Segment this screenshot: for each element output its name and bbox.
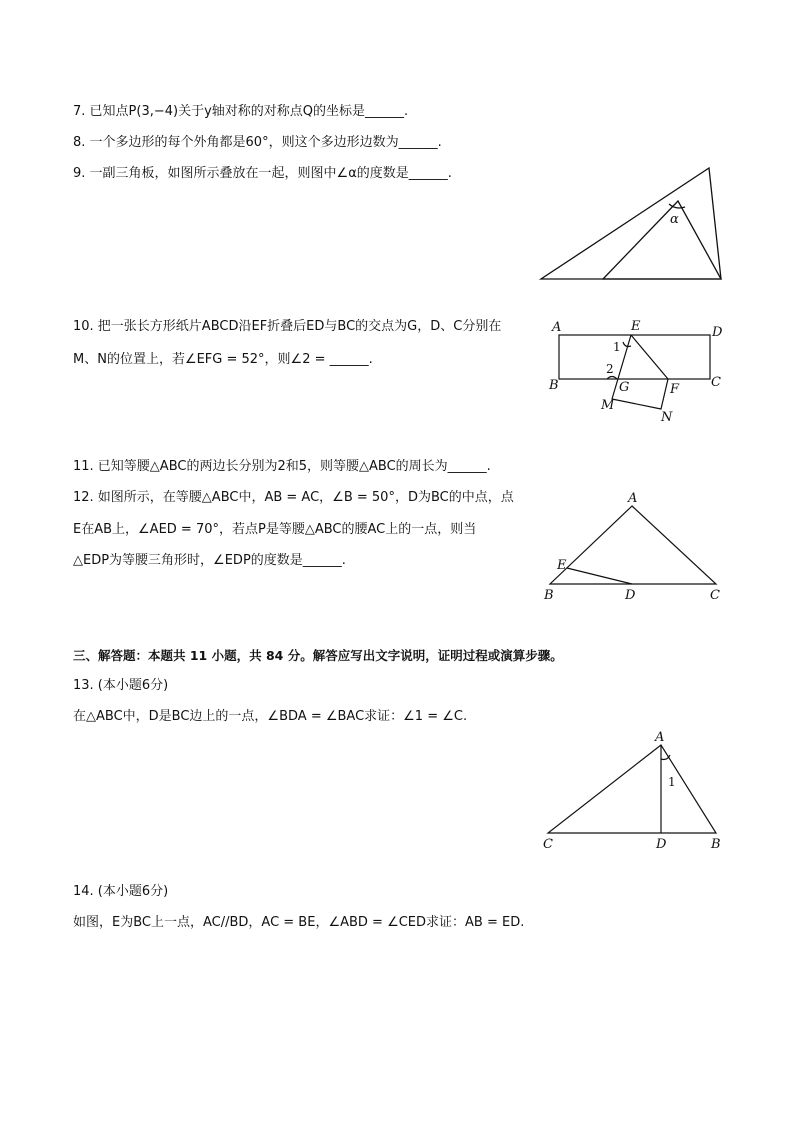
fig13-label-C: C [543, 837, 553, 852]
question-12-line-1: 12. 如图所示，在等腰△ABC中，AB = AC，∠B = 50°，D为BC的中点，点 [73, 490, 514, 505]
fig10-folded-part [612, 335, 668, 409]
question-14-title: 14. (本小题6分) [73, 884, 169, 899]
fig10-label-N: N [661, 410, 673, 425]
question-8: 8. 一个多边形的每个外角都是60°，则这个多边形边数为______. [73, 135, 442, 150]
fig9-alpha-arc [669, 204, 685, 208]
fig13-label-B: B [711, 837, 721, 852]
fig9-inner-triangle [603, 201, 721, 279]
question-9: 9. 一副三角板，如图所示叠放在一起，则图中∠α的度数是______. [73, 166, 452, 181]
fig12-label-E: E [557, 558, 567, 573]
fig12-triangle-ABC [550, 506, 716, 584]
fig12-segment-ED [567, 568, 632, 584]
question-10-line-1: 10. 把一张长方形纸片ABCD沿EF折叠后ED与BC的交点为G，D、C分别在 [73, 319, 502, 334]
question-12-line-3: △EDP为等腰三角形时，∠EDP的度数是______. [73, 553, 346, 568]
section-3-heading: 三、解答题：本题共 11 小题，共 84 分。解答应写出文字说明，证明过程或演算步骤。 [73, 648, 563, 663]
question-10-line-2: M、N的位置上，若∠EFG = 52°，则∠2 = ______. [73, 352, 373, 367]
fig10-label-D: D [712, 325, 723, 340]
question-13-body: 在△ABC中，D是BC边上的一点，∠BDA = ∠BAC求证：∠1 = ∠C. [73, 709, 468, 724]
fig10-angle1-arc [623, 342, 631, 347]
question-13-title: 13. (本小题6分) [73, 678, 169, 693]
fig13-label-A: A [655, 730, 665, 745]
question-7: 7. 已知点P(3,−4)关于y轴对称的对称点Q的坐标是______. [73, 104, 409, 119]
fig10-label-M: M [601, 398, 615, 413]
question-12-line-2: E在AB上，∠AED = 70°，若点P是等腰△ABC的腰AC上的一点，则当 [73, 522, 477, 537]
fig9-alpha-label: α [670, 212, 679, 227]
question-11: 11. 已知等腰△ABC的两边长分别为2和5，则等腰△ABC的周长为______. [73, 459, 491, 474]
fig10-label-B: B [549, 378, 559, 393]
fig10-label-E: E [631, 319, 641, 334]
fig13-angle1-arc [661, 755, 670, 760]
fig12-label-C: C [710, 588, 720, 603]
fig13-label-D: D [656, 837, 667, 852]
fig10-angle1-label: 1 [613, 340, 621, 354]
fig10-label-F: F [670, 382, 680, 397]
fig12-label-D: D [625, 588, 636, 603]
fig10-label-G: G [619, 380, 630, 395]
fig10-angle2-label: 2 [606, 362, 614, 376]
fig13-angle1-label: 1 [668, 775, 676, 789]
fig12-label-A: A [628, 491, 638, 506]
fig13-triangle-ABC [548, 745, 716, 833]
fig10-angle2-arc [607, 377, 617, 380]
fig12-label-B: B [544, 588, 554, 603]
fig9-large-triangle [541, 168, 721, 279]
fig10-label-A: A [552, 320, 562, 335]
question-14-body: 如图，E为BC上一点，AC//BD，AC = BE，∠ABD = ∠CED求证：AB = ED. [73, 915, 525, 930]
fig10-fold-line-EF [631, 335, 668, 379]
fig10-rectangle [559, 335, 710, 379]
fig10-label-C: C [711, 375, 721, 390]
